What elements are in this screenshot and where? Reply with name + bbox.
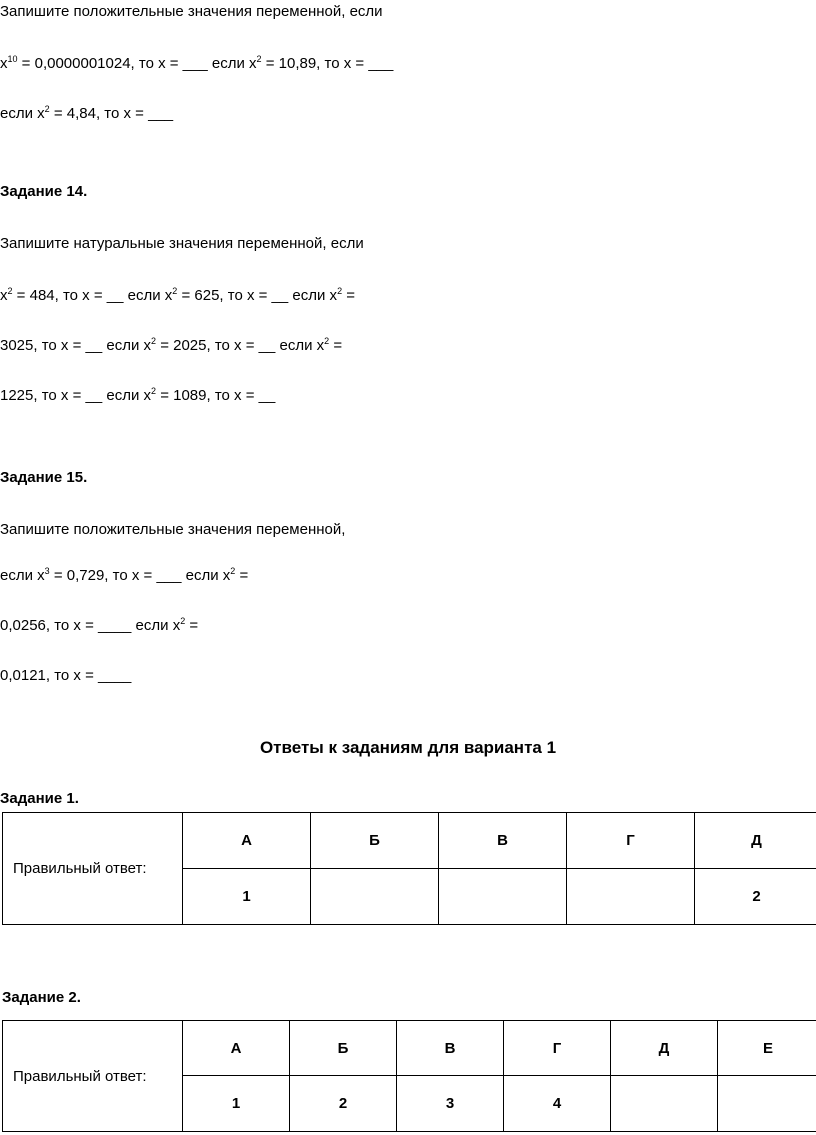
task15-intro: Запишите положительные значения переменной,	[0, 521, 346, 538]
task14-line-2: 3025, то x = __ если $x^2 = 2025$, то x = __ если $x^2$ =	[0, 336, 343, 354]
column-header: А	[183, 1021, 290, 1076]
task13-line-2: если $x^2 = 4,84$, то x = ___	[0, 104, 174, 122]
answer-cell	[718, 1076, 816, 1132]
answers-task2-heading: Задание 2.	[2, 989, 81, 1006]
answer-cell	[567, 869, 695, 925]
column-header: Г	[567, 813, 695, 869]
task15-heading: Задание 15.	[0, 469, 88, 486]
answer-label: Правильный ответ:	[3, 813, 183, 925]
column-header: Б	[311, 813, 439, 869]
answer-cell: 1	[183, 1076, 290, 1132]
task15-line-3: 0,0121, то x = ____	[0, 667, 132, 684]
column-header: Г	[504, 1021, 611, 1076]
column-header: А	[183, 813, 311, 869]
column-header: Д	[611, 1021, 718, 1076]
answer-cell	[311, 869, 439, 925]
table-row	[3, 813, 816, 869]
column-header: Б	[290, 1021, 397, 1076]
column-header: Д	[695, 813, 816, 869]
answer-cell: 2	[290, 1076, 397, 1132]
task14-line-3: 1225, то x = __ если $x^2 = 1089$, то x = __	[0, 386, 276, 404]
task13-line-1: $x^{10} = 0,0000001024$, то x = ___ если $x^2 = 10,89$, то x = ___	[0, 54, 394, 72]
answer-cell	[611, 1076, 718, 1132]
answers-task1-heading: Задание 1.	[0, 790, 79, 807]
column-header: В	[439, 813, 567, 869]
answer-cell: 2	[695, 869, 816, 925]
column-header: Е	[718, 1021, 816, 1076]
task15-line-1: если $x^3 = 0,729$, то x = ___ если $x^2$ =	[0, 566, 249, 584]
answer-cell: 4	[504, 1076, 611, 1132]
task14-intro: Запишите натуральные значения переменной, если	[0, 235, 364, 252]
answer-cell: 3	[397, 1076, 504, 1132]
answers-title: Ответы к заданиям для варианта 1	[259, 738, 557, 757]
column-header: В	[397, 1021, 504, 1076]
task15-line-2: 0,0256, то x = ____ если $x^2$ =	[0, 616, 199, 634]
answer-cell: 1	[183, 869, 311, 925]
table-row	[3, 1021, 816, 1076]
answer-label: Правильный ответ:	[3, 1021, 183, 1132]
answers-task1-table	[2, 812, 816, 925]
task14-line-1: $x^2 = 484$, то x = __ если $x^2 = 625$, то x = __ если $x^2$ =	[0, 286, 356, 304]
answer-cell	[439, 869, 567, 925]
answers-task2-table	[2, 1020, 816, 1132]
task13-intro: Запишите положительные значения переменной, если	[0, 3, 383, 20]
task14-heading: Задание 14.	[0, 183, 88, 200]
